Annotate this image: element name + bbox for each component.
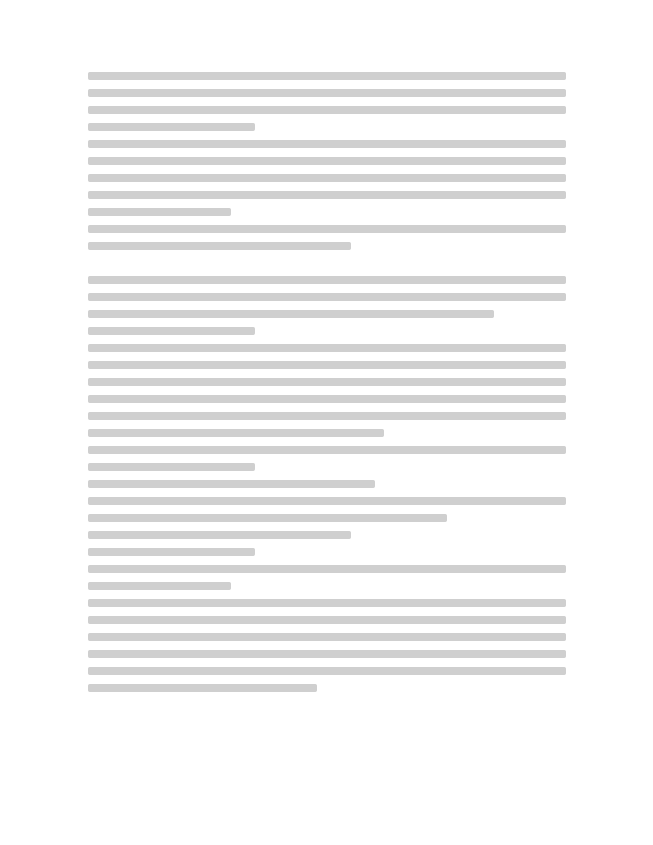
redacted-text-line [88, 174, 566, 182]
redacted-text-line [88, 548, 255, 556]
redacted-text-line [88, 89, 566, 97]
redacted-text-line [88, 446, 566, 454]
redacted-text-line [88, 123, 255, 131]
redacted-text-line [88, 463, 255, 471]
document-section [88, 72, 566, 250]
redacted-text-line [88, 361, 566, 369]
redacted-text-line [88, 225, 566, 233]
redacted-text-line [88, 497, 566, 505]
redacted-text-line [88, 157, 566, 165]
redacted-text-line [88, 106, 566, 114]
redacted-text-line [88, 582, 231, 590]
redacted-text-line [88, 650, 566, 658]
redacted-text-line [88, 616, 566, 624]
redacted-text-line [88, 344, 566, 352]
redacted-text-line [88, 378, 566, 386]
redacted-text-line [88, 514, 447, 522]
redacted-text-line [88, 480, 375, 488]
redacted-text-line [88, 684, 317, 692]
redacted-text-line [88, 531, 351, 539]
redacted-text-line [88, 667, 566, 675]
redacted-text-line [88, 242, 351, 250]
redacted-text-line [88, 208, 231, 216]
redacted-text-line [88, 276, 566, 284]
redacted-text-line [88, 140, 566, 148]
document-body [88, 72, 566, 701]
redacted-text-line [88, 293, 566, 301]
redacted-text-line [88, 633, 566, 641]
redacted-text-line [88, 395, 566, 403]
redacted-text-line [88, 565, 566, 573]
redacted-text-line [88, 191, 566, 199]
section-gap [88, 259, 566, 276]
redacted-text-line [88, 599, 566, 607]
redacted-text-line [88, 327, 255, 335]
redacted-text-line [88, 310, 494, 318]
document-section [88, 276, 566, 692]
redacted-text-line [88, 412, 566, 420]
redacted-text-line [88, 429, 384, 437]
redacted-text-line [88, 72, 566, 80]
